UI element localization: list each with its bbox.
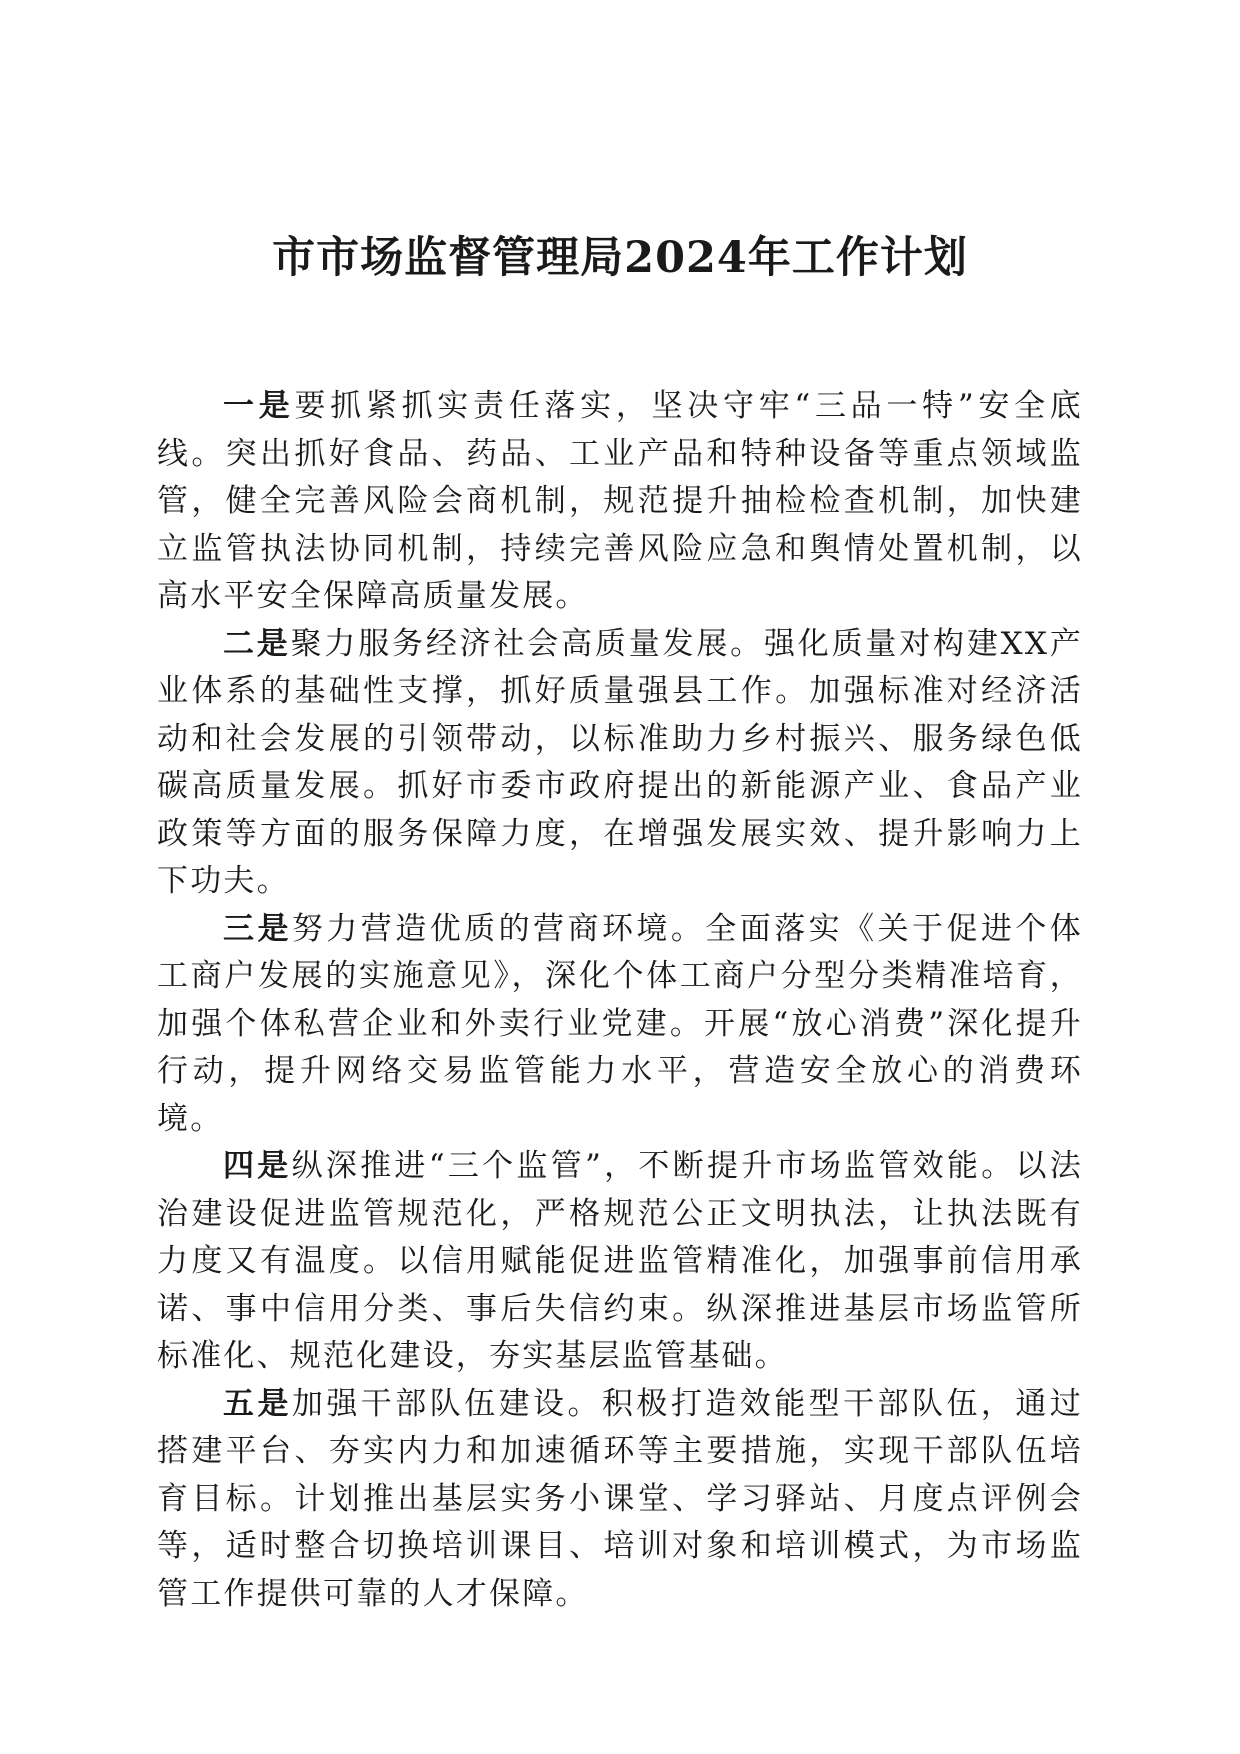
paragraph-lead: 五是 — [223, 1385, 292, 1422]
paragraph-3 — [157, 906, 1083, 1144]
paragraph-lead: 四是 — [223, 1148, 292, 1184]
paragraph-lead: 二是 — [223, 625, 291, 662]
paragraph-text: 要抓紧抓实责任落实，坚决守牢“三品一特”安全底线。突出抓好食品、药品、工业产品和特种设备等重点领域监管，健全完善风险会商机制，规范提升抽检检查机制，加快建立监管执法协同机制，持续完善风险应急和舆情处置机制，以高水平安全保障高质量发展。 — [157, 388, 1084, 614]
paragraph-5 — [157, 1381, 1083, 1619]
paragraph-2 — [157, 621, 1083, 906]
paragraph-text: 纵深推进“三个监管”，不断提升市场监管效能。以法治建设促进监管规范化，严格规范公正文明执法，让执法既有力度又有温度。以信用赋能促进监管精准化，加强事前信用承诺、事中信用分类、事后失信约束。纵深推进基层市场监管所标准化、规范化建设，夯实基层监管基础。 — [157, 1148, 1083, 1374]
paragraph-1 — [157, 383, 1083, 621]
paragraph-lead: 一是 — [223, 388, 295, 424]
paragraph-text: 努力营造优质的营商环境。全面落实《关于促进个体工商户发展的实施意见》，深化个体工商户分型分类精准培育，加强个体私营企业和外卖行业党建。开展“放心消费”深化提升行动，提升网络交易监管能力水平，营造安全放心的消费环境。 — [157, 910, 1083, 1137]
paragraph-text: 聚力服务经济社会高质量发展。强化质量对构建XX产业体系的基础性支撑，抓好质量强县工作。加强标准对经济活动和社会发展的引领带动，以标准助力乡村振兴、服务绿色低碳高质量发展。抓好市委市政府提出的新能源产业、食品产业政策等方面的服务保障力度，在增强发展实效、提升影响力上下功夫。 — [157, 625, 1083, 899]
document-body — [157, 383, 1083, 1618]
paragraph-lead: 三是 — [223, 910, 292, 947]
paragraph-text: 加强干部队伍建设。积极打造效能型干部队伍，通过搭建平台、夯实内力和加速循环等主要措施，实现干部队伍培育目标。计划推出基层实务小课堂、学习驿站、月度点评例会等，适时整合切换培训课目、培训对象和培训模式，为市场监管工作提供可靠的人才保障。 — [157, 1385, 1083, 1612]
paragraph-4 — [157, 1143, 1083, 1381]
document-title: 市市场监督管理局2024年工作计划 — [272, 233, 968, 283]
